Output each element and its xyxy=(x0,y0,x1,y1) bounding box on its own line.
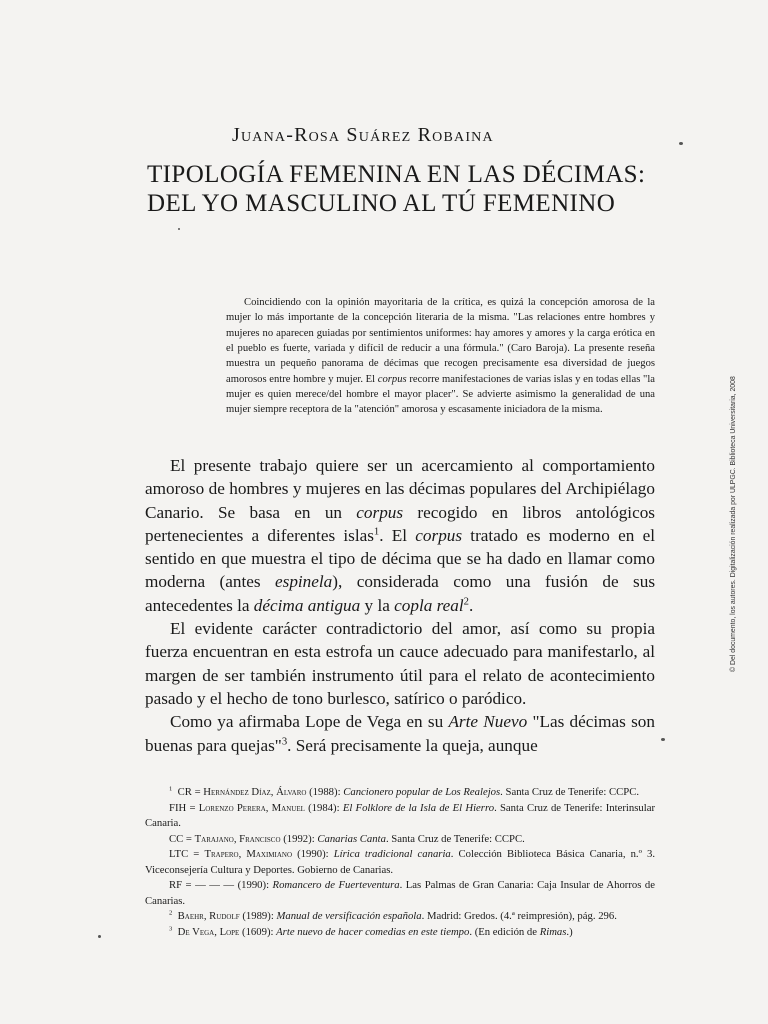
footnote-text: . Santa Cruz de Tenerife: Interinsular Canaria. xyxy=(145,801,656,829)
body-text-segment: . xyxy=(469,595,474,615)
abstract-italic-corpus: corpus xyxy=(377,373,407,385)
footnote-1-ltc xyxy=(145,847,655,878)
footnote-ref-3: 3 xyxy=(281,735,288,747)
footnote-text: . Santa Cruz de Tenerife: CCPC. xyxy=(385,832,525,845)
footnote-text: (1984): xyxy=(304,801,343,814)
footnote-title: Romancero de Fuerteventura xyxy=(272,879,400,891)
title-line-2: DEL YO MASCULINO AL TÚ FEMENINO xyxy=(147,190,616,217)
footnote-text: (1989): xyxy=(239,910,277,922)
footnote-author: De Vega, Lope xyxy=(177,925,240,938)
footnote-text: . Santa Cruz de Tenerife: CCPC. xyxy=(500,786,640,798)
body-text-segment: recogido en libros antológicos pertenecientes a diferentes islas xyxy=(145,502,655,545)
scan-speck xyxy=(679,142,683,145)
footnote-number: 3 xyxy=(169,924,173,932)
footnote-title: El Folklore de la Isla de El Hierro xyxy=(342,801,495,814)
digitization-credit xyxy=(730,352,744,672)
digitization-credit-text: © Del documento, los autores. Digitalización realizada por ULPGC. Biblioteca Universitaria, 2008 xyxy=(730,376,737,672)
scan-speck xyxy=(178,228,180,230)
scan-speck xyxy=(661,738,665,741)
author-name: Juana-Rosa Suárez Robaina xyxy=(232,124,494,146)
footnote-author: Tarajano, Francisco xyxy=(194,832,281,845)
footnote-1-cc xyxy=(145,832,655,848)
italic-espinela: espinela xyxy=(275,572,333,592)
italic-arte-nuevo: Arte Nuevo xyxy=(448,712,528,732)
footnote-1-rf xyxy=(145,878,655,909)
body-text-segment: "Las décimas son buenas para quejas" xyxy=(145,712,655,755)
footnote-text: CC = xyxy=(169,832,195,845)
body-text-segment: . El xyxy=(379,525,416,545)
footnote-author: Trapero, Maximiano xyxy=(204,848,293,860)
footnote-text: LTC = xyxy=(169,848,205,860)
footnote-ref-1: 1 xyxy=(373,526,380,538)
footnote-text: (1988): xyxy=(306,786,344,798)
italic-corpus: corpus xyxy=(415,525,463,545)
footnote-text: (1609): xyxy=(239,925,277,938)
body-text-segment: tratado es moderno en el sentido en que muestra el tipo de décima que se ha dado en llamar como moderna (antes xyxy=(145,525,655,592)
body-text-segment: Como ya afirmaba Lope de Vega en su xyxy=(170,712,449,732)
footnote-author: Baehr, Rudolf xyxy=(177,910,240,922)
abstract-text-2: recorre manifestaciones de varias islas y en todas ellas "la mujer es quien merece/del hombre el mayor placer". Se advierte asimismo la generalidad de una mujer siempre receptora de la "atención" amorosa y escasamente iniciadora de la misma. xyxy=(226,373,655,416)
body-text-segment: ), considerada como una fusión de sus antecedentes la xyxy=(145,572,656,615)
footnote-author: Lorenzo Perera, Manuel xyxy=(198,801,305,814)
footnote-title: Manual de versificación española xyxy=(276,910,422,922)
footnote-text: (1990): xyxy=(292,848,334,860)
footnote-text: . Madrid: Gredos. (4.ª reimpresión), pág. 296. xyxy=(421,910,617,922)
footnote-text: (1992): xyxy=(280,832,318,845)
italic-decima-antigua: décima antigua xyxy=(253,595,361,615)
body-paragraph-3 xyxy=(145,710,655,757)
abstract xyxy=(226,295,655,418)
body-text-segment: y la xyxy=(360,595,395,615)
abstract-text-1: Coincidiendo con la opinión mayoritaria de la crítica, es quizá la concepción amorosa de la mujer lo más importante de la concepción literaria de la misma. "Las relaciones entre hombres y mujeres no aparecen guiadas por sentimientos uniformes: hay amores y amores y la carga erótica en el pueblo es fuerte, variada y difícil de reducir a una fórmula." (Caro Baroja). La presente reseña muestra un pequeño panorama de décimas que recogen precisamente esa diversidad de juegos amorosos entre hombre y mujer. El xyxy=(226,297,655,385)
italic-copla-real: copla real xyxy=(394,595,464,615)
footnote-3 xyxy=(145,925,655,941)
footnote-number: 2 xyxy=(169,909,173,917)
title-line-1: TIPOLOGÍA FEMENINA EN LAS DÉCIMAS: xyxy=(147,161,646,188)
footnote-text: .) xyxy=(566,925,573,938)
footnote-ref-2: 2 xyxy=(463,596,469,608)
footnote-title: Canarias Canta xyxy=(317,832,386,845)
footnotes xyxy=(145,785,655,940)
footnote-title: Cancionero popular de Los Realejos xyxy=(343,786,501,798)
footnote-1-fih xyxy=(145,801,655,832)
footnote-text: . (En edición de xyxy=(469,925,540,938)
footnote-text: CR = xyxy=(177,786,204,798)
body-paragraph-2: El evidente carácter contradictorio del amor, así como su propia fuerza encuentran en esta estrofa un cauce adecuado para manifestarlo, al margen de ser también instrumento útil para el relato de acontecimiento pasado y el hecho de tono burlesco, satírico o paródico. xyxy=(145,619,655,708)
footnote-text: . Las Palmas de Gran Canaria: Caja Insular de Ahorros de Canarias. xyxy=(145,879,655,907)
footnote-title: Rimas xyxy=(539,925,567,938)
footnote-1-cr xyxy=(145,785,655,801)
footnote-text: FIH = xyxy=(169,801,199,814)
italic-corpus: corpus xyxy=(356,502,404,522)
footnote-2 xyxy=(145,909,655,925)
footnote-text: RF = — — — (1990): xyxy=(169,879,273,891)
footnote-author: Hernández Díaz, Álvaro xyxy=(203,786,307,798)
footnote-title: Lírica tradicional canaria xyxy=(333,848,451,860)
body-paragraph-1 xyxy=(145,454,655,617)
body-text xyxy=(145,454,655,757)
body-text-segment: . Será precisamente la queja, aunque xyxy=(287,735,538,755)
body-text-segment: El presente trabajo quiere ser un acercamiento al comportamiento amoroso de hombres y mujeres en las décimas populares del Archipiélago Canario. Se basa en un xyxy=(145,456,655,522)
article-title xyxy=(147,160,667,218)
footnote-number: 1 xyxy=(169,785,173,793)
footnote-title: Arte nuevo de hacer comedias en este tiempo xyxy=(276,925,470,938)
scan-speck xyxy=(98,935,101,938)
footnote-text: . Colección Biblioteca Básica Canaria, n.º 3. Viceconsejería Cultura y Deportes. Gobierno de Canarias. xyxy=(145,848,656,876)
